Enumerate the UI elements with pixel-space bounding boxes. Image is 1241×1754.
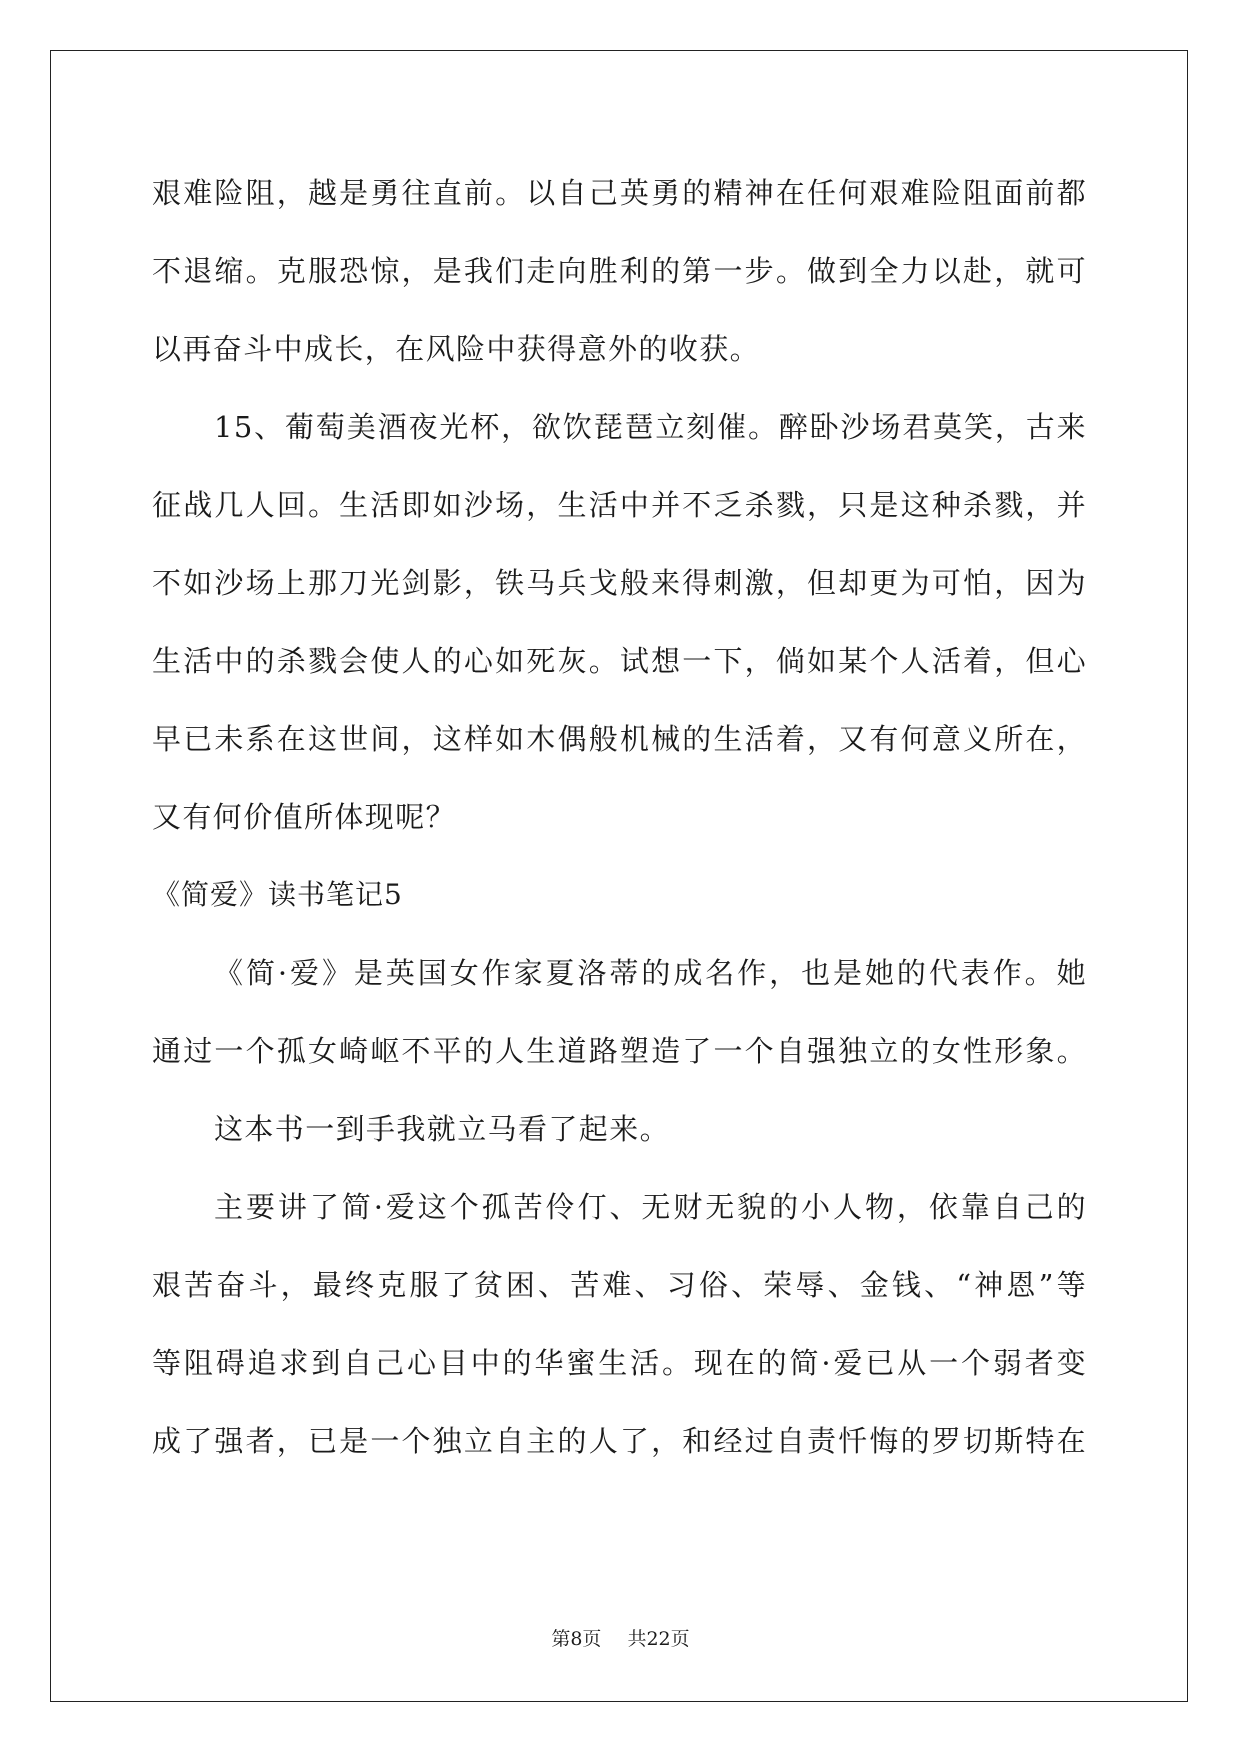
text-line: 艰苦奋斗，最终克服了贫困、苦难、习俗、荣辱、金钱、“神恩”等 [152, 1268, 1087, 1302]
text-line: 通过一个孤女崎岖不平的人生道路塑造了一个自强独立的女性形象。 [152, 1034, 1087, 1068]
text-line: 征战几人回。生活即如沙场，生活中并不乏杀戮，只是这种杀戮，并 [152, 488, 1087, 522]
page-number-total: 共22页 [627, 1628, 690, 1650]
section-heading: 《简爱》读书笔记5 [152, 878, 403, 911]
text-line: 这本书一到手我就立马看了起来。 [214, 1112, 671, 1146]
page-number-current: 第8页 [551, 1628, 602, 1650]
document-body [152, 154, 1087, 1480]
text-line: 《简·爱》是英国女作家夏洛蒂的成名作，也是她的代表作。她 [214, 956, 1087, 990]
text-line: 艰难险阻，越是勇往直前。以自己英勇的精神在任何艰难险阻面前都 [152, 176, 1087, 210]
text-line: 主要讲了简·爱这个孤苦伶仃、无财无貌的小人物，依靠自己的 [214, 1190, 1087, 1224]
text-line: 成了强者，已是一个独立自主的人了，和经过自责忏悔的罗切斯特在 [152, 1424, 1087, 1458]
text-line: 15、葡萄美酒夜光杯，欲饮琵琶立刻催。醉卧沙场君莫笑，古来 [214, 410, 1087, 444]
text-line: 以再奋斗中成长，在风险中获得意外的收获。 [152, 332, 761, 366]
text-line: 不如沙场上那刀光剑影，铁马兵戈般来得刺激，但却更为可怕，因为 [152, 566, 1087, 600]
text-line: 早已未系在这世间，这样如木偶般机械的生活着，又有何意义所在， [152, 722, 1087, 756]
page-footer [0, 1624, 1241, 1651]
text-line: 又有何价值所体现呢？ [152, 800, 457, 834]
text-line: 等阻碍追求到自己心目中的华蜜生活。现在的简·爱已从一个弱者变 [152, 1346, 1087, 1380]
text-line: 生活中的杀戮会使人的心如死灰。试想一下，倘如某个人活着，但心 [152, 644, 1087, 678]
text-line: 不退缩。克服恐惊，是我们走向胜利的第一步。做到全力以赴，就可 [152, 254, 1087, 288]
